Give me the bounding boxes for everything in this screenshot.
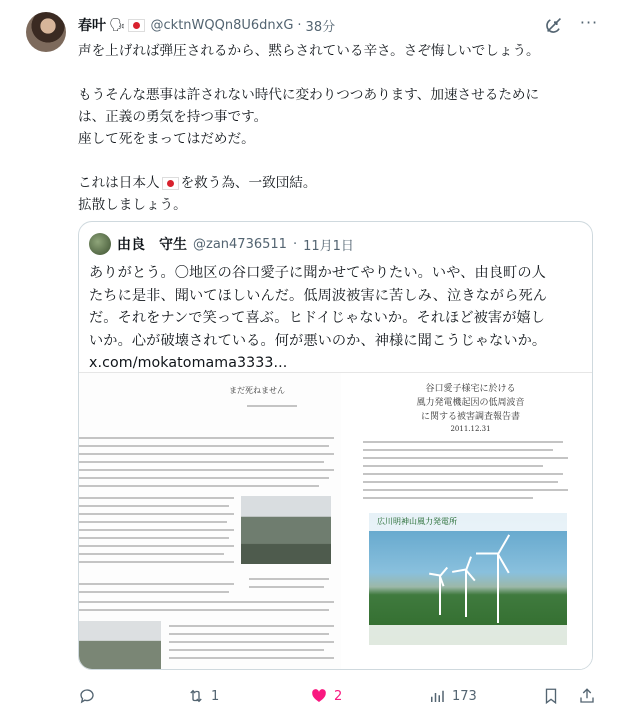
tweet-line — [78, 172, 598, 194]
more-options-icon[interactable]: ··· — [579, 13, 599, 32]
share-icon — [578, 687, 596, 705]
bookmark-button[interactable] — [542, 685, 560, 707]
bookmark-icon — [542, 687, 560, 705]
left-doc-title: まだ死ねません — [229, 386, 285, 395]
quoted-line: いか。心が破壊されている。何が悪いのか、神様に聞こうじゃないか。 — [89, 332, 547, 349]
separator: · — [297, 17, 302, 33]
wind-farm-photo — [369, 513, 567, 645]
share-button[interactable] — [578, 685, 596, 707]
separator: · — [292, 236, 298, 252]
quoted-line: ありがとう。〇地区の谷口愛子に聞かせてやりたい。いや、由良町の人 — [89, 265, 546, 281]
left-doc-photo — [79, 621, 161, 670]
tweet-header — [78, 14, 538, 36]
tweet-line: は、正義の勇気を持つ事です。 — [78, 109, 268, 125]
right-document-page — [349, 373, 592, 670]
left-doc-photo — [241, 496, 331, 564]
views-button[interactable] — [428, 685, 477, 707]
author-name[interactable]: 春叶 — [78, 18, 106, 34]
quoted-author-name[interactable]: 由良 守生 — [117, 237, 187, 253]
quoted-link[interactable]: x.com/mokatomama3333... — [89, 355, 288, 371]
tweet-line: 座して死をまってはだめだ。 — [78, 131, 255, 147]
quoted-tweet[interactable] — [78, 221, 593, 670]
tweet-actions — [78, 685, 598, 707]
like-button[interactable] — [310, 685, 342, 707]
quoted-text — [89, 262, 581, 375]
heart-icon — [310, 687, 328, 705]
reply-icon — [78, 687, 96, 705]
author-handle[interactable]: @cktnWQQn8U6dnxG — [150, 17, 294, 33]
retweet-icon — [187, 687, 205, 705]
avatar[interactable] — [26, 12, 66, 52]
reply-button[interactable] — [78, 685, 96, 707]
tweet-line-part: を救う為、一致団結。 — [180, 175, 317, 191]
right-doc-title: 風力発電機起因の低周波音 — [416, 398, 525, 408]
photo-caption: 広川明神山風力発電所 — [369, 513, 567, 531]
right-doc-date: 2011.12.31 — [450, 425, 491, 433]
left-document-page — [79, 373, 341, 670]
right-doc-title: 谷口愛子様宅に於ける — [425, 384, 516, 394]
quoted-date[interactable]: 11月1日 — [303, 238, 354, 254]
retweet-count: 1 — [211, 688, 220, 704]
quoted-line: だ。それをナンで笑って喜ぶ。ヒドイじゃないか。それほど被害が嬉し — [89, 310, 546, 326]
grok-icon[interactable] — [543, 14, 565, 36]
quoted-author-handle[interactable]: @zan4736511 — [193, 236, 287, 252]
quoted-image[interactable] — [79, 372, 592, 670]
speaking-head-icon: 🗣 — [109, 17, 126, 33]
tweet-line-part: これは日本人 — [78, 175, 160, 191]
japan-flag-icon — [128, 19, 145, 32]
quoted-avatar[interactable] — [89, 233, 111, 255]
timestamp[interactable]: 38分 — [305, 19, 336, 35]
quoted-header — [89, 233, 354, 255]
tweet-text — [78, 40, 598, 216]
views-count: 173 — [452, 688, 477, 704]
tweet-line: 拡散しましょう。 — [78, 197, 187, 213]
tweet-line: もうそんな悪事は許されない時代に変わりつつあります、加速させるために — [78, 87, 540, 103]
right-doc-title: に関する被害調査報告書 — [420, 412, 520, 422]
tweet-line: 声を上げれば弾圧されるから、黙らされている辛さ。さぞ悔しいでしょう。 — [78, 43, 540, 59]
japan-flag-icon — [162, 177, 179, 190]
views-icon — [428, 687, 446, 705]
like-count: 2 — [334, 688, 343, 704]
quoted-line: たちに是非、聞いてほしいんだ。低周波被害に苦しみ、泣きながら死ん — [89, 287, 548, 304]
retweet-button[interactable] — [187, 685, 219, 707]
